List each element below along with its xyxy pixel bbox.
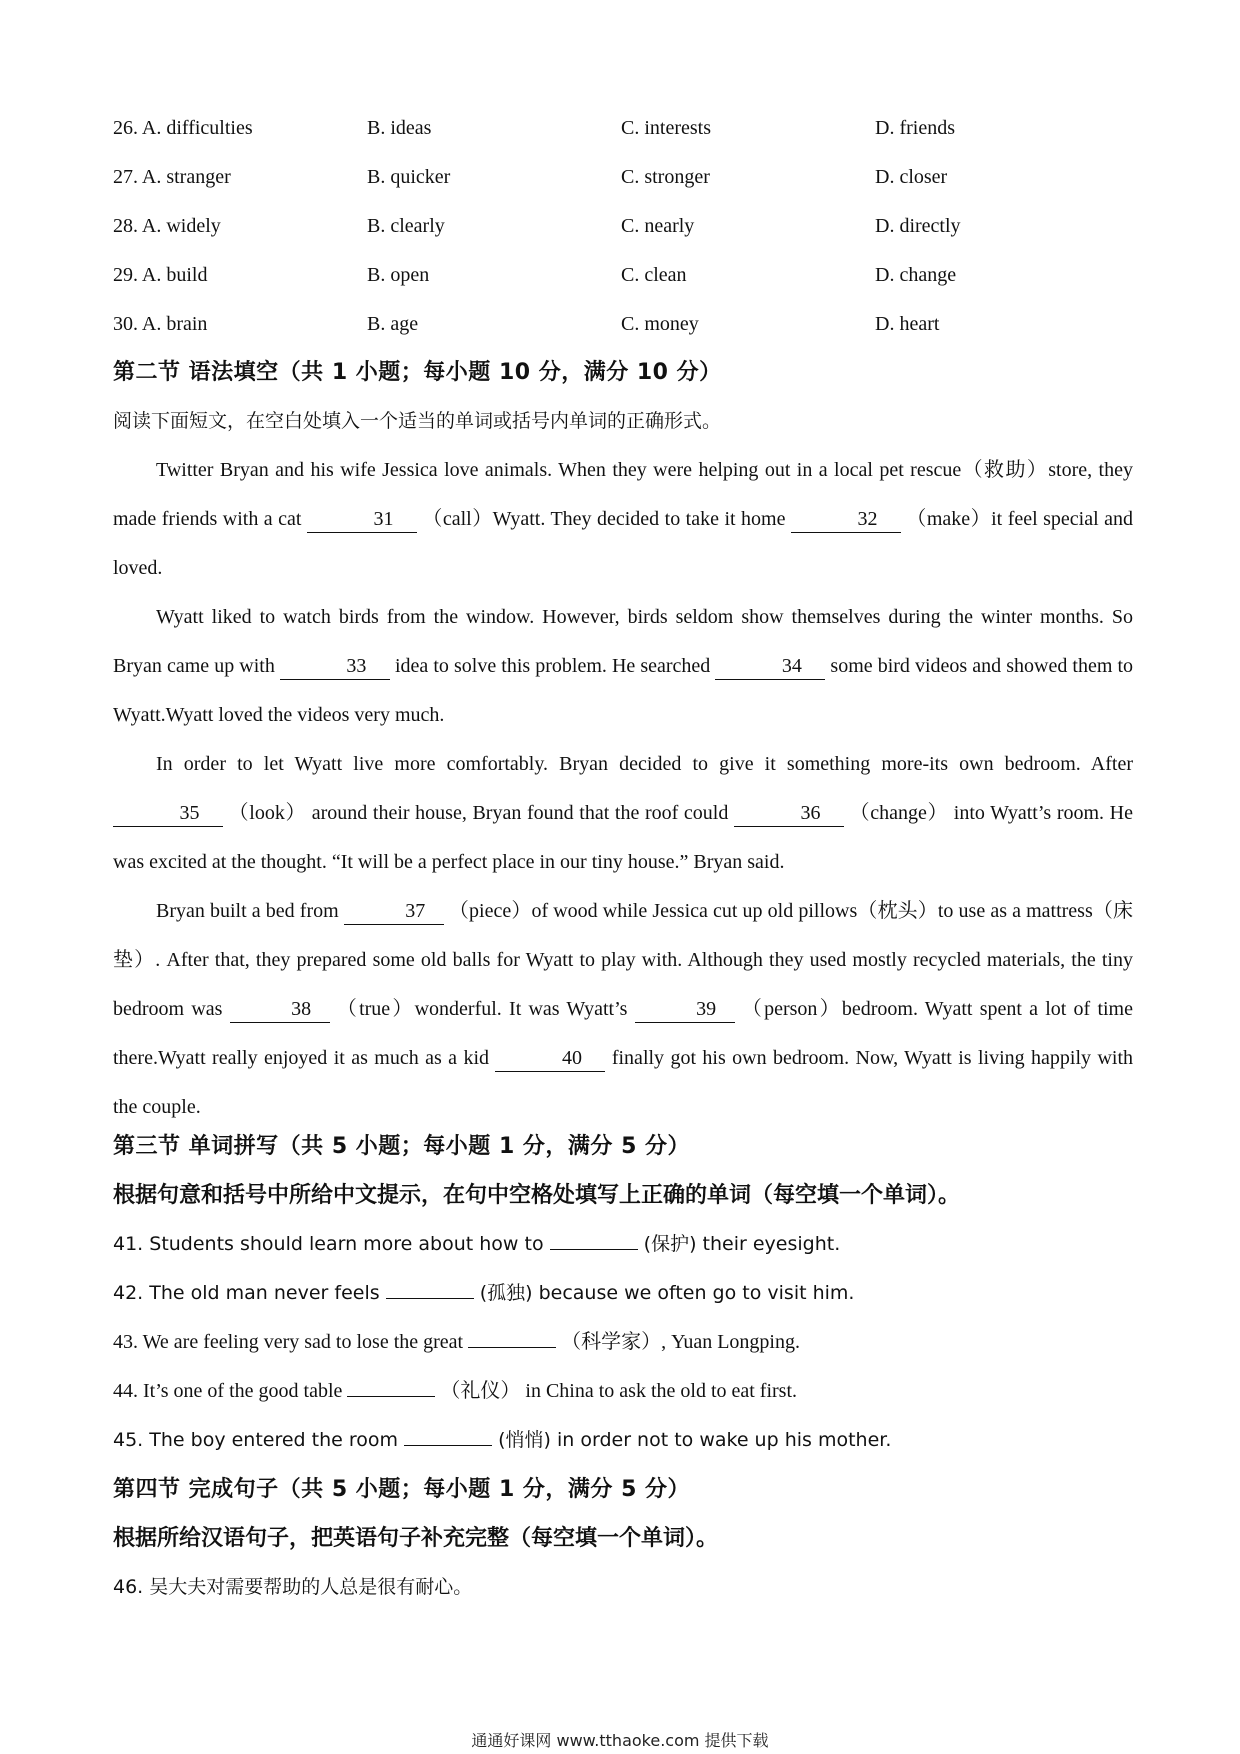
blank-39[interactable]: 39 (635, 996, 735, 1023)
passage-text: idea to solve this problem. He searched (389, 655, 716, 677)
answer-blank-41[interactable] (550, 1227, 638, 1250)
passage-text: （piece）of wood while Jessica cut up old pillows（枕头）to use as a mattress（床垫）. After that, they prepared some old balls for Wyatt to play with. Although they used mostly recycled materials, the tiny bedroom was (113, 900, 1133, 1020)
option-c: C. nearly (621, 215, 695, 237)
option-b: B. ideas (367, 117, 432, 139)
passage-text: In order to let Wyatt live more comfortably. Bryan decided to give it something more-its own bedroom. After (156, 753, 1133, 775)
passage-paragraph-3 (113, 740, 1133, 887)
passage-text: （true）wonderful. It was Wyatt’s (329, 998, 635, 1020)
section-4 (113, 1465, 1133, 1612)
passage-text: （look） around their house, Bryan found that the roof could (223, 802, 734, 824)
section-4-instruction: 根据所给汉语句子，把英语句子补充完整（每空填一个单词）。 (113, 1526, 719, 1551)
question-text: (悄悄) in order not to wake up his mother. (492, 1429, 892, 1451)
option-row-30 (113, 300, 1133, 349)
blank-32[interactable]: 32 (791, 506, 901, 533)
question-44 (113, 1367, 1133, 1416)
blank-35[interactable]: 35 (113, 800, 223, 827)
option-d: D. heart (875, 313, 940, 335)
option-c: C. interests (621, 117, 711, 139)
answer-blank-43[interactable] (468, 1325, 556, 1348)
section-3-instruction: 根据句意和括号中所给中文提示，在句中空格处填写上正确的单词（每空填一个单词）。 (113, 1183, 961, 1208)
option-b: B. clearly (367, 215, 445, 237)
passage-text: Bryan built a bed from (156, 900, 344, 922)
option-b: B. open (367, 264, 430, 286)
option-d: D. friends (875, 117, 955, 139)
blank-37[interactable]: 37 (344, 898, 444, 925)
option-a: 26. A. difficulties (113, 117, 253, 139)
passage-paragraph-2 (113, 593, 1133, 740)
option-a: 27. A. stranger (113, 166, 231, 188)
blank-31[interactable]: 31 (307, 506, 417, 533)
question-41 (113, 1220, 1133, 1269)
page-footer: 通通好课网 www.tthaoke.com 提供下载 (471, 1731, 769, 1750)
question-text: （科学家）, Yuan Longping. (556, 1331, 800, 1353)
option-row-26 (113, 104, 1133, 153)
passage-text: finally got his own bedroom. Now, Wyatt is living happily with the couple. (113, 1047, 1133, 1118)
option-b: B. quicker (367, 166, 451, 188)
question-text: 42. The old man never feels (113, 1282, 386, 1304)
passage-text: （change） into Wyatt’s room. He was excited at the thought. “It will be a perfect place in our tiny house.” Bryan said. (113, 802, 1133, 873)
option-b: B. age (367, 313, 419, 335)
choice-options (113, 104, 1133, 349)
question-text: 45. The boy entered the room (113, 1429, 405, 1451)
section-2 (113, 348, 1133, 1132)
blank-38[interactable]: 38 (230, 996, 330, 1023)
blank-34[interactable]: 34 (715, 653, 825, 680)
question-42 (113, 1269, 1133, 1318)
blank-36[interactable]: 36 (734, 800, 844, 827)
section-2-instruction: 阅读下面短文，在空白处填入一个适当的单词或括号内单词的正确形式。 (113, 410, 722, 432)
question-text: 43. We are feeling very sad to lose the great (113, 1331, 469, 1353)
section-3-heading: 第三节 单词拼写（共 5 小题；每小题 1 分，满分 5 分） (113, 1134, 691, 1159)
passage-text: （call）Wyatt. They decided to take it home (416, 508, 791, 530)
option-a: 29. A. build (113, 264, 208, 286)
question-43 (113, 1318, 1133, 1367)
section-3 (113, 1122, 1133, 1465)
option-a: 30. A. brain (113, 313, 208, 335)
blank-40[interactable]: 40 (495, 1045, 605, 1072)
question-45 (113, 1416, 1133, 1465)
question-text: (保护) their eyesight. (637, 1233, 841, 1255)
answer-blank-45[interactable] (404, 1423, 492, 1446)
option-c: C. money (621, 313, 699, 335)
question-46: 46. 吴大夫对需要帮助的人总是很有耐心。 (113, 1576, 473, 1598)
option-c: C. clean (621, 264, 687, 286)
question-text: （礼仪） in China to ask the old to eat first. (435, 1380, 798, 1402)
option-a: 28. A. widely (113, 215, 221, 237)
section-2-heading: 第二节 语法填空（共 1 小题；每小题 10 分，满分 10 分） (113, 360, 722, 385)
question-text: (孤独) because we often go to visit him. (473, 1282, 855, 1304)
passage-text: Wyatt liked to watch birds from the window. However, birds seldom show themselves during the winter months. So Bryan came up with (113, 606, 1133, 677)
option-d: D. directly (875, 215, 961, 237)
passage-text: some bird videos and showed them to Wyatt.Wyatt loved the videos very much. (113, 655, 1134, 726)
option-d: D. change (875, 264, 957, 286)
answer-blank-44[interactable] (347, 1374, 435, 1397)
question-text: 44. It’s one of the good table (113, 1380, 348, 1402)
option-row-28 (113, 202, 1133, 251)
option-row-27 (113, 153, 1133, 202)
option-row-29 (113, 251, 1133, 300)
section-4-heading: 第四节 完成句子（共 5 小题；每小题 1 分，满分 5 分） (113, 1477, 691, 1502)
question-text: 41. Students should learn more about how to (113, 1233, 550, 1255)
passage-paragraph-1 (113, 446, 1133, 593)
passage-text: （make）it feel special and loved. (113, 508, 1133, 579)
passage-paragraph-4 (113, 887, 1133, 1132)
option-c: C. stronger (621, 166, 710, 188)
passage-text: Twitter Bryan and his wife Jessica love animals. When they were helping out in a local pet rescue（救助）store, they made friends with a cat (113, 459, 1133, 530)
answer-blank-42[interactable] (386, 1276, 474, 1299)
blank-33[interactable]: 33 (280, 653, 390, 680)
option-d: D. closer (875, 166, 948, 188)
passage-text: （person）bedroom. Wyatt spent a lot of time there.Wyatt really enjoyed it as much as a kid (113, 998, 1133, 1069)
